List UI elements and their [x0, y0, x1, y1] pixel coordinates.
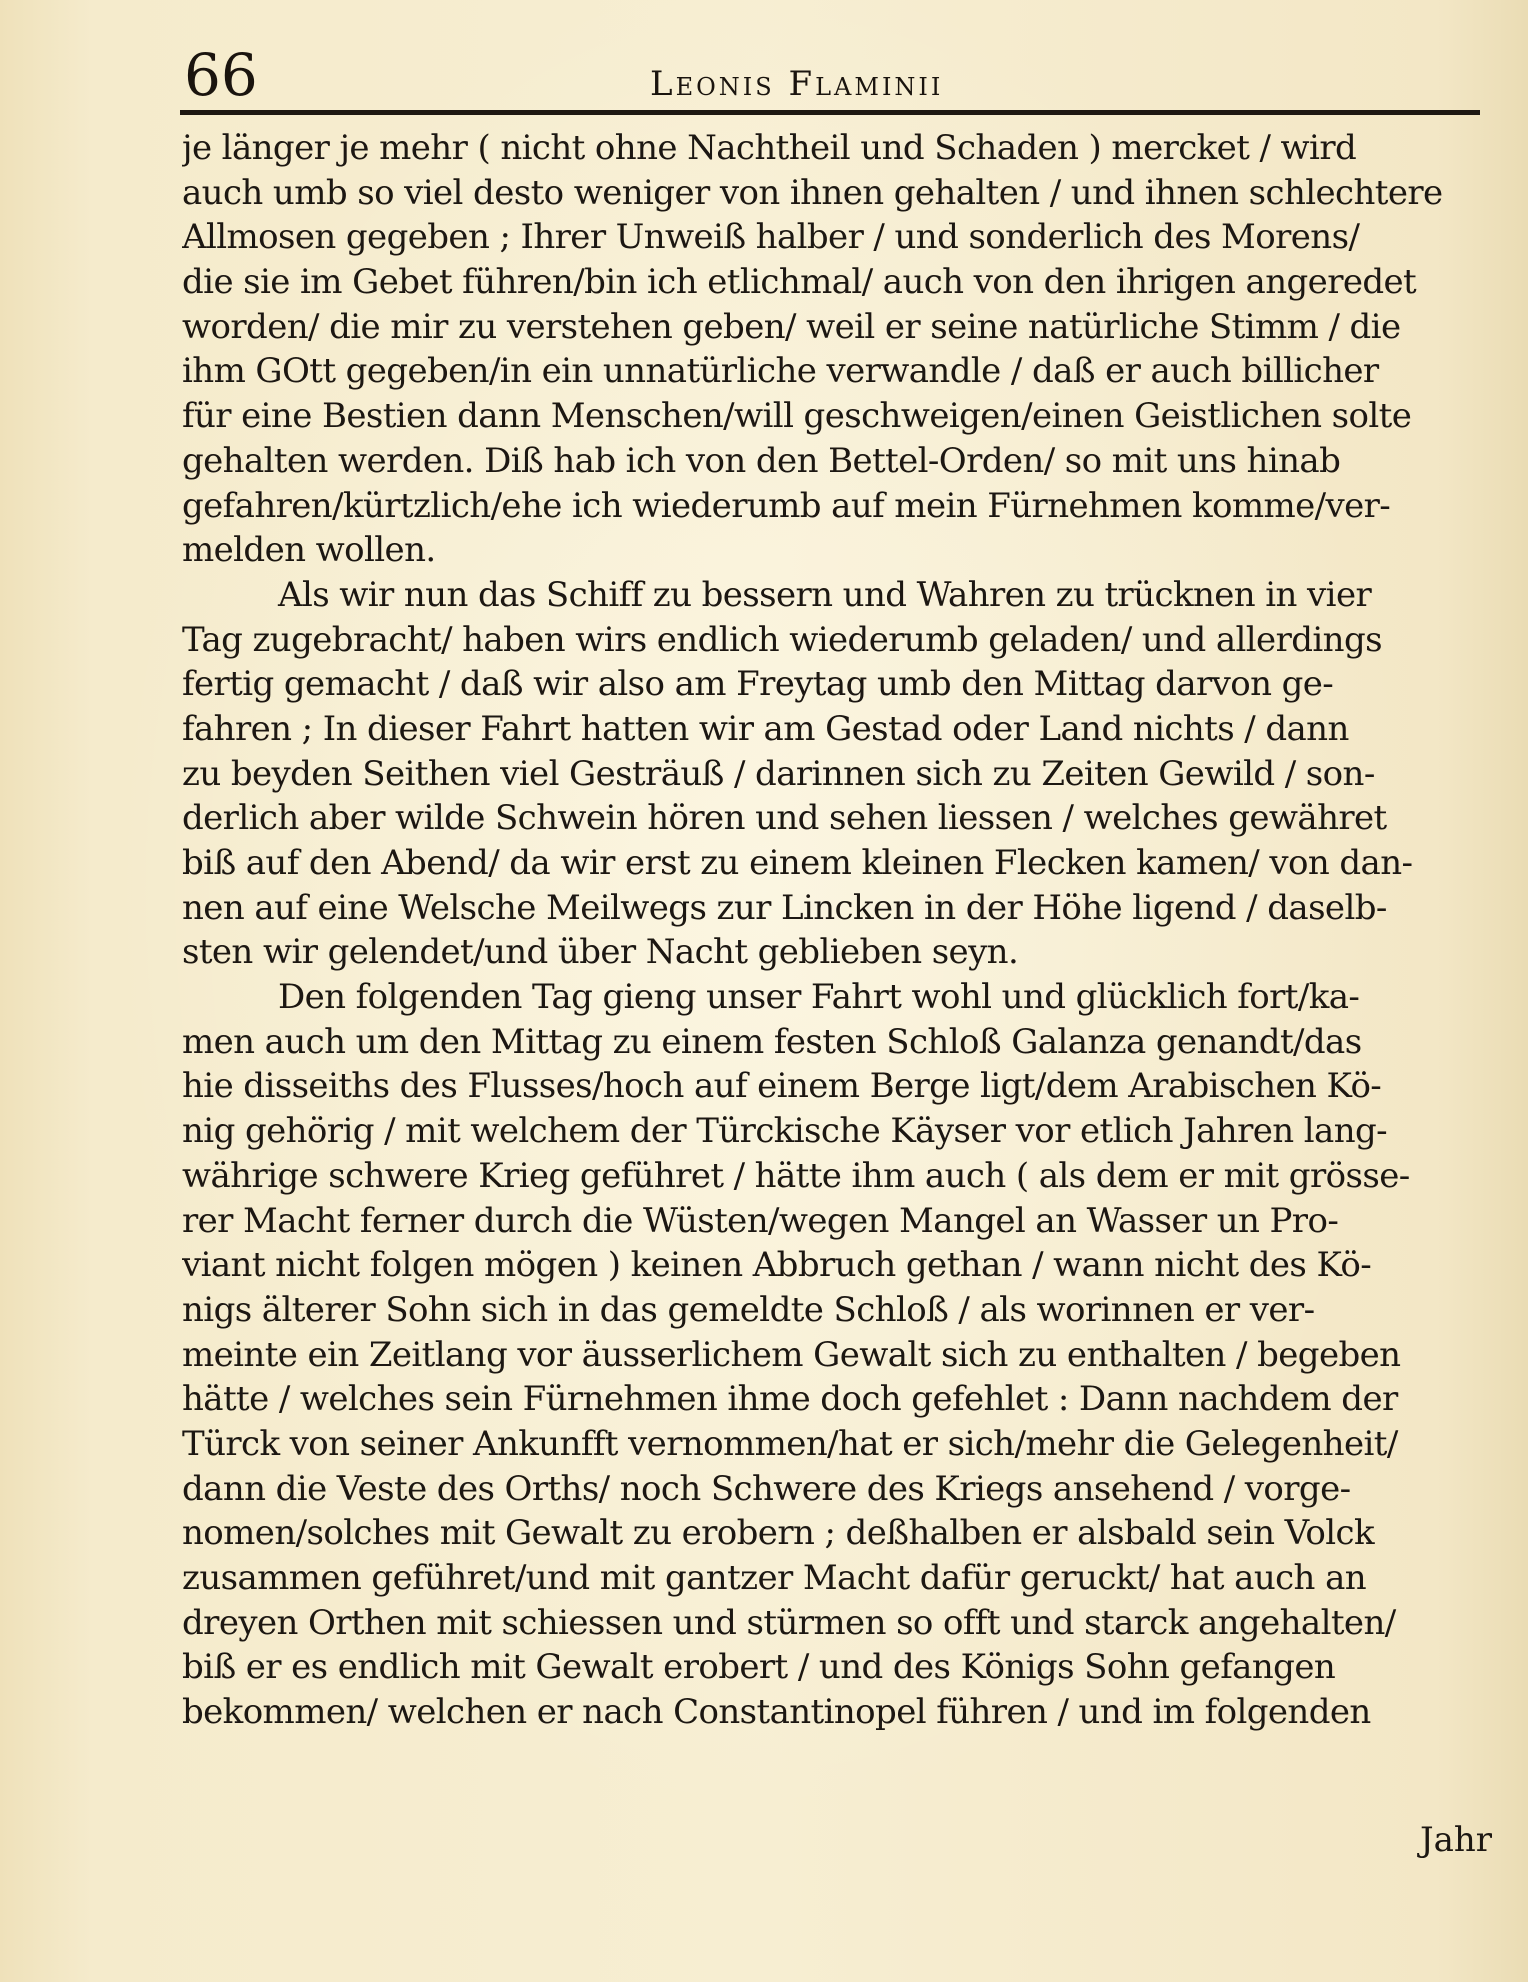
- page-number: 66: [184, 41, 258, 109]
- text-line: hie disseiths des Flusses/hoch auf einem Berge ligt/dem Arabischen Kö-: [182, 1066, 1382, 1107]
- text-line: Allmosen gegeben ; Ihrer Unweiß halber / und sonderlich des Morens/: [182, 217, 1360, 258]
- text-line: derlich aber wilde Schwein hören und sehen liessen / welches gewähret: [182, 798, 1387, 839]
- text-line: dann die Veste des Orths/ noch Schwere des Kriegs ansehend / vorge-: [182, 1468, 1351, 1509]
- text-line: nen auf eine Welsche Meilwegs zur Lincken in der Höhe ligend / daselb-: [182, 887, 1387, 928]
- text-line: die sie im Gebet führen/bin ich etlichmal/ auch von den ihrigen angeredet: [182, 262, 1417, 303]
- text-line: biß auf den Abend/ da wir erst zu einem kleinen Flecken kamen/ von dan-: [182, 843, 1413, 883]
- text-line: für eine Bestien dann Menschen/will geschweigen/einen Geistlichen solte: [182, 396, 1412, 437]
- paragraph-first-line: Den folgenden Tag gieng unser Fahrt wohl und glücklich fort/ka-: [278, 977, 1360, 1018]
- text-line: bekommen/ welchen er nach Constantinopel führen / und im folgenden: [182, 1692, 1371, 1733]
- text-line: ihm GOtt gegeben/in ein unnatürliche verwandle / daß er auch billicher: [182, 351, 1379, 392]
- text-line: währige schwere Krieg geführet / hätte ihm auch ( als dem er mit grösse-: [182, 1155, 1410, 1196]
- catchword: Jahr: [1419, 1820, 1492, 1860]
- text-line: gefahren/kürtzlich/ehe ich wiederumb auf mein Fürnehmen komme/ver-: [182, 485, 1391, 526]
- running-title: Leonis Flaminii: [650, 64, 944, 104]
- body-text: [182, 126, 1497, 1846]
- text-line: gehalten werden. Diß hab ich von den Bettel-Orden/ so mit uns hinab: [182, 440, 1341, 481]
- header-rule: [180, 110, 1480, 115]
- text-line: zu beyden Seithen viel Gesträuß / darinnen sich zu Zeiten Gewild / son-: [182, 753, 1375, 794]
- text-line: fertig gemacht / daß wir also am Freytag umb den Mittag darvon ge-: [182, 664, 1334, 705]
- text-line: melden wollen.: [182, 530, 436, 571]
- text-line: meinte ein Zeitlang vor äusserlichem Gewalt sich zu enthalten / begeben: [182, 1334, 1401, 1375]
- text-line: rer Macht ferner durch die Wüsten/wegen Mangel an Wasser un Pro-: [182, 1200, 1339, 1241]
- text-line: hätte / welches sein Fürnehmen ihme doch gefehlet : Dann nachdem der: [182, 1379, 1398, 1420]
- text-line: worden/ die mir zu verstehen geben/ weil er seine natürliche Stimm / die: [182, 306, 1401, 347]
- text-line: viant nicht folgen mögen ) keinen Abbruch gethan / wann nicht des Kö-: [182, 1245, 1372, 1286]
- text-line: sten wir gelendet/und über Nacht geblieben seyn.: [182, 932, 1019, 973]
- text-line: je länger je mehr ( nicht ohne Nachtheil und Schaden ) mercket / wird: [182, 128, 1357, 168]
- text-line: nig gehörig / mit welchem der Türckische Käyser vor etlich Jahren lang-: [182, 1111, 1388, 1152]
- text-line: men auch um den Mittag zu einem festen Schloß Galanza genandt/das: [182, 1021, 1362, 1062]
- text-line: nomen/solches mit Gewalt zu erobern ; deßhalben er alsbald sein Volck: [182, 1513, 1374, 1554]
- text-line: Türck von seiner Ankunfft vernommen/hat er sich/mehr die Gelegenheit/: [182, 1423, 1398, 1464]
- paragraph-first-line: Als wir nun das Schiff zu bessern und Wahren zu trücknen in vier: [278, 574, 1372, 615]
- text-line: zusammen geführet/und mit gantzer Macht dafür geruckt/ hat auch an: [182, 1558, 1367, 1598]
- text-line: nigs älterer Sohn sich in das gemeldte Schloß / als worinnen er ver-: [182, 1289, 1315, 1330]
- text-line: fahren ; In dieser Fahrt hatten wir am Gestad oder Land nichts / dann: [182, 708, 1349, 749]
- text-line: biß er es endlich mit Gewalt erobert / und des Königs Sohn gefangen: [182, 1647, 1336, 1688]
- text-line: Tag zugebracht/ haben wirs endlich wiederumb geladen/ und allerdings: [182, 619, 1382, 660]
- text-line: auch umb so viel desto weniger von ihnen gehalten / und ihnen schlechtere: [182, 172, 1443, 213]
- text-line: dreyen Orthen mit schiessen und stürmen so offt und starck angehalten/: [182, 1602, 1396, 1643]
- running-head: [180, 40, 1480, 110]
